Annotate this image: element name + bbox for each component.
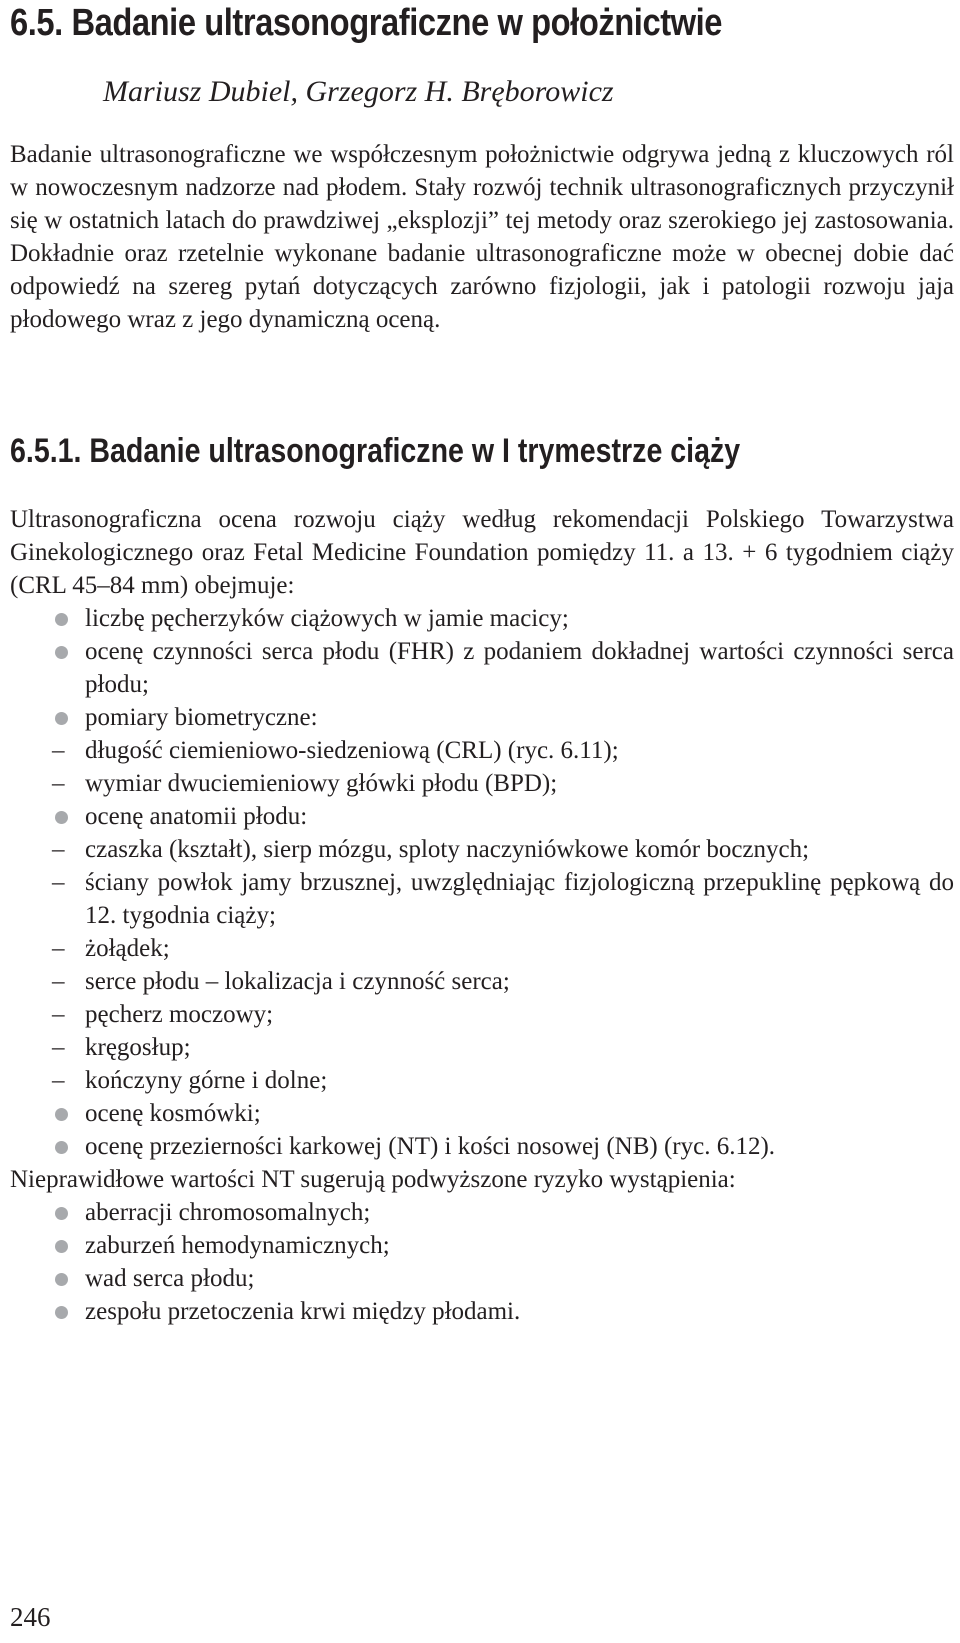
- list-item: [10, 701, 954, 734]
- list-item: [10, 1229, 954, 1262]
- list-item: [10, 602, 954, 635]
- list-item-text: kończyny górne i dolne;: [85, 1067, 328, 1094]
- list-item-text: wymiar dwuciemieniowy główki płodu (BPD);: [85, 770, 558, 797]
- list-item-text: czaszka (kształt), sierp mózgu, sploty naczyniówkowe komór bocznych;: [85, 836, 810, 863]
- list-item: [10, 833, 954, 866]
- bullet-marker: [10, 1229, 80, 1253]
- list-item: [10, 1262, 954, 1295]
- section-title: 6.5. Badanie ultrasonograficzne w położnictwie: [10, 2, 723, 44]
- bullet-marker: [10, 635, 80, 659]
- list-item-text: pęcherz moczowy;: [85, 1001, 274, 1028]
- bullet-marker: [10, 1196, 80, 1220]
- bullet-marker: [10, 1295, 80, 1319]
- list-item: [10, 1196, 954, 1229]
- list-item: [10, 1097, 954, 1130]
- bullet-marker: [10, 800, 80, 824]
- risk-intro: Nieprawidłowe wartości NT sugerują podwyższone ryzyko wystąpienia:: [10, 1166, 736, 1193]
- list-item-text: zaburzeń hemodynamicznych;: [85, 1232, 390, 1259]
- list-item-text: długość ciemieniowo-siedzeniową (CRL) (ryc. 6.11);: [85, 737, 619, 764]
- risk-list: [10, 1196, 954, 1328]
- list-item: [10, 767, 954, 800]
- page-number: 246: [10, 1602, 51, 1632]
- list-item-text: pomiary biometryczne:: [85, 704, 318, 731]
- list-item: [10, 1130, 954, 1163]
- list-item-text: wad serca płodu;: [85, 1265, 255, 1292]
- list-item-text: ocenę czynności serca płodu (FHR) z podaniem dokładnej wartości czynności serca płodu;: [85, 638, 954, 698]
- list-item: [10, 800, 954, 833]
- exam-list: [10, 602, 954, 1163]
- list-item: [10, 1031, 954, 1064]
- bullet-marker: [10, 1097, 80, 1121]
- list-item-text: kręgosłup;: [85, 1034, 191, 1061]
- list-item: [10, 1295, 954, 1328]
- list-item: [10, 998, 954, 1031]
- authors: Mariusz Dubiel, Grzegorz H. Bręborowicz: [103, 75, 614, 108]
- list-item: [10, 965, 954, 998]
- list-item: [10, 1064, 954, 1097]
- subsection-body: [10, 503, 954, 1328]
- list-item: [10, 866, 954, 932]
- bullet-marker: [10, 1262, 80, 1286]
- subsection-intro: Ultrasonograficzna ocena rozwoju ciąży według rekomendacji Polskiego Towarzystwa Ginekologicznego oraz Fetal Medicine Foundation pomiędzy 11. a 13. + 6 tygodniem ciąży (CRL 45–84 mm) obejmuje:: [10, 506, 954, 599]
- intro-paragraph: Badanie ultrasonograficzne we współczesnym położnictwie odgrywa jedną z kluczowych ról w nowoczesnym nadzorze nad płodem. Stały rozwój technik ultrasonograficznych przyczynił się w ostatnich latach do prawdziwej „eksplozji” tej metody oraz szerokiego jej zastosowania. Dokładnie oraz rzetelnie wykonane badanie ultrasonograficzne może w obecnej dobie dać odpowiedź na szereg pytań dotyczących zarówno fizjologii, jak i patologii rozwoju jaja płodowego wraz z jego dynamiczną oceną.: [10, 141, 954, 333]
- list-item-text: ocenę kosmówki;: [85, 1100, 261, 1127]
- bullet-marker: [10, 1130, 80, 1154]
- list-item-text: ocenę przezierności karkowej (NT) i kości nosowej (NB) (ryc. 6.12).: [85, 1133, 776, 1160]
- list-item: [10, 635, 954, 701]
- list-item-text: ściany powłok jamy brzusznej, uwzględniając fizjologiczną przepuklinę pępkową do 12. tygodnia ciąży;: [85, 869, 954, 929]
- list-item: [10, 734, 954, 767]
- list-item-text: liczbę pęcherzyków ciążowych w jamie macicy;: [85, 605, 569, 632]
- bullet-marker: [10, 602, 80, 626]
- subsection-title: 6.5.1. Badanie ultrasonograficzne w I trymestrze ciąży: [10, 432, 741, 470]
- list-item-text: aberracji chromosomalnych;: [85, 1199, 371, 1226]
- list-item-text: zespołu przetoczenia krwi między płodami.: [85, 1298, 521, 1325]
- bullet-marker: [10, 701, 80, 725]
- list-item-text: żołądek;: [85, 935, 170, 962]
- list-item-text: serce płodu – lokalizacja i czynność serca;: [85, 968, 510, 995]
- list-item: [10, 932, 954, 965]
- list-item-text: ocenę anatomii płodu:: [85, 803, 308, 830]
